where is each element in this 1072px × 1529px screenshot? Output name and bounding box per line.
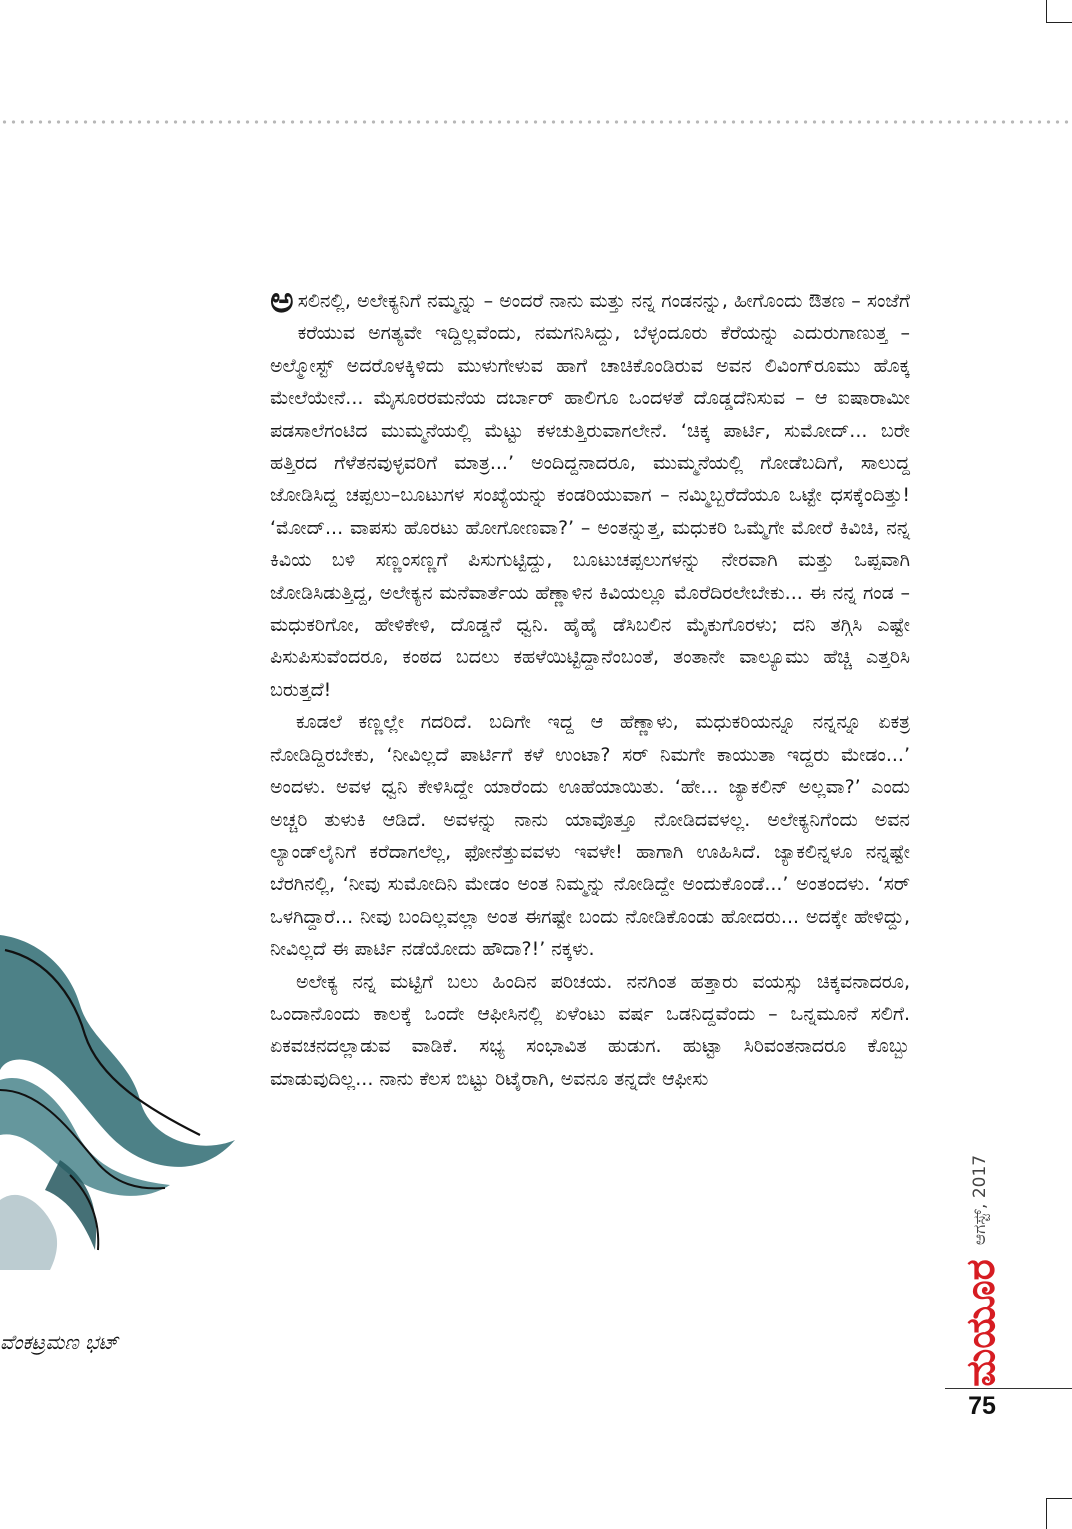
paragraph-2: ಕೂಡಲೆ ಕಣ್ಣಲ್ಲೇ ಗದರಿದೆ. ಬದಿಗೇ ಇದ್ದ ಆ ಹೆಣ್ಣಾಳು, ಮಧುಕರಿಯನ್ನೂ ನನ್ನನ್ನೂ ಏಕತ್ರ ನೋಡಿದ್ದಿರಬೇಕು, ‘ನೀವಿಲ್ಲದೆ ಪಾರ್ಟಿಗೆ ಕಳೆ ಉಂಟಾ? ಸರ್ ನಿಮಗೇ ಕಾಯುತಾ ಇದ್ದರು ಮೇಡಂ...’ ಅಂದಳು. ಅವಳ ಧ್ವನಿ ಕೇಳಿಸಿದ್ದೇ ಯಾರೆಂದು ಊಹೆಯಾಯಿತು. ‘ಹೇ... ಜ್ಯಾಕಲಿನ್ ಅಲ್ಲವಾ?’ ಎಂದು ಅಚ್ಚರಿ ತುಳುಕಿ ಆಡಿದೆ. ಅವಳನ್ನು ನಾನು ಯಾವೊತ್ತೂ ನೋಡಿದವಳಲ್ಲ. ಅಲೇಕ್ಯನಿಗೆಂದು ಅವನ ಲ್ಯಾಂಡ್‌ಲೈನಿಗೆ ಕರೆದಾಗಲೆಲ್ಲ, ಫೋನೆತ್ತುವವಳು ಇವಳೇ! ಹಾಗಾಗಿ ಊಹಿಸಿದೆ. ಜ್ಯಾಕಲಿನ್ನಳೂ ನನ್ನಷ್ಟೇ ಬೆರಗಿನಲ್ಲಿ, ‘ನೀವು ಸುಮೋದಿನಿ ಮೇಡಂ ಅಂತ ನಿಮ್ಮನ್ನು ನೋಡಿದ್ದೇ ಅಂದುಕೊಂಡೆ...’ ಅಂತಂದಳು. ‘ಸರ್ ಒಳಗಿದ್ದಾರೆ... ನೀವು ಬಂದಿಲ್ಲವಲ್ಲಾ ಅಂತ ಈಗಷ್ಟೇ ಬಂದು ನೋಡಿಕೊಂಡು ಹೋದರು... ಅದಕ್ಕೇ ಹೇಳಿದ್ದು, ನೀವಿಲ್ಲದೆ ಈ ಪಾರ್ಟಿ ನಡೆಯೋದು ಹೌದಾ?!’ ನಕ್ಕಳು.: [270, 711, 910, 961]
paragraph-1: [270, 280, 910, 706]
drop-cap: ಅ: [270, 280, 294, 321]
artist-credit: ವೆಂಕಟ್ರಮಣ ಭಟ್: [0, 1330, 119, 1354]
dotted-divider: [0, 120, 1072, 124]
magazine-logo: ಮಯೂರ: [958, 1259, 1004, 1387]
paragraph-3: ಅಲೇಕ್ಯ ನನ್ನ ಮಟ್ಟಿಗೆ ಬಲು ಹಿಂದಿನ ಪರಿಚಯ. ನನಗಿಂತ ಹತ್ತಾರು ವಯಸ್ಸು ಚಿಕ್ಕವನಾದರೂ, ಒಂದಾನೊಂದು ಕಾಲಕ್ಕೆ ಒಂದೇ ಆಫೀಸಿನಲ್ಲಿ ಏಳೆಂಟು ವರ್ಷ ಒಡನಿದ್ದವೆಂದು – ಒನ್ನಮೂನೆ ಸಲಿಗೆ. ಏಕವಚನದಲ್ಲಾಡುವ ವಾಡಿಕೆ. ಸಭ್ಯ ಸಂಭಾವಿತ ಹುಡುಗ. ಹುಟ್ಟಾ ಸಿರಿವಂತನಾದರೂ ಕೊಬ್ಬು ಮಾಡುವುದಿಲ್ಲ... ನಾನು ಕೆಲಸ ಬಿಟ್ಟು ರಿಟೈರಾಗಿ, ಅವನೂ ತನ್ನದೇ ಆಫೀಸು: [270, 970, 910, 1090]
issue-date: ಆಗಸ್ಟ್, 2017: [970, 1154, 990, 1246]
page-number-rule: [945, 1388, 1072, 1389]
article-body: [270, 280, 910, 1095]
paragraph-1-text: ಸಲಿನಲ್ಲಿ, ಅಲೇಕ್ಯನಿಗೆ ನಮ್ಮನ್ನು – ಅಂದರೆ ನಾನು ಮತ್ತು ನನ್ನ ಗಂಡನನ್ನು, ಹೀಗೊಂದು ಔತಣ – ಸಂಜೆಗೆ ಕರೆಯುವ ಅಗತ್ಯವೇ ಇದ್ದಿಲ್ಲವೆಂದು, ನಮಗನಿಸಿದ್ದು, ಬೆಳ್ಳಂದೂರು ಕೆರೆಯನ್ನು ಎದುರುಗಾಣುತ್ತ – ಅಲ್ಮೋಸ್ಟ್ ಅದರೊಳಕ್ಕಿಳಿದು ಮುಳುಗೇಳುವ ಹಾಗೆ ಚಾಚಿಕೊಂಡಿರುವ ಅವನ ಲಿವಿಂಗ್‌ರೂಮು ಹೊಕ್ಕ ಮೇಲೆಯೇನೆ... ಮೈಸೂರರಮನೆಯ ದರ್ಬಾರ್ ಹಾಲಿಗೂ ಒಂದಳತೆ ದೊಡ್ಡದೆನಿಸುವ – ಆ ಐಷಾರಾಮೀ ಪಡಸಾಲೆಗಂಟಿದ ಮುಮ್ಮನೆಯಲ್ಲಿ ಮೆಟ್ಟು ಕಳಚುತ್ತಿರುವಾಗಲೇನೆ. ‘ಚಿಕ್ಕ ಪಾರ್ಟಿ, ಸುಮೋದ್... ಬರೇ ಹತ್ತಿರದ ಗೆಳೆತನವುಳ್ಳವರಿಗೆ ಮಾತ್ರ...’ ಅಂದಿದ್ದನಾದರೂ, ಮುಮ್ಮನೆಯಲ್ಲಿ ಗೋಡೆಬದಿಗೆ, ಸಾಲುದ್ದ ಜೋಡಿಸಿದ್ದ ಚಪ್ಪಲು–ಬೂಟುಗಳ ಸಂಖ್ಯೆಯನ್ನು ಕಂಡರಿಯುವಾಗ – ನಮ್ಮಿಬ್ಬರೆದೆಯೂ ಒಟ್ಟೇ ಧಸಕ್ಕೆಂದಿತ್ತು! ‘ಮೋದ್... ವಾಪಸು ಹೊರಟು ಹೋಗೋಣವಾ?’ – ಅಂತನ್ನುತ್ತ, ಮಧುಕರಿ ಒಮ್ಮೆಗೇ ಮೋರೆ ಕಿವಿಚಿ, ನನ್ನ ಕಿವಿಯ ಬಳಿ ಸಣ್ಣಂಸಣ್ಣಗೆ ಪಿಸುಗುಟ್ಟಿದ್ದು, ಬೂಟುಚಪ್ಪಲುಗಳನ್ನು ನೇರವಾಗಿ ಮತ್ತು ಒಪ್ಪವಾಗಿ ಜೋಡಿಸಿಡುತ್ತಿದ್ದ, ಅಲೇಕ್ಯನ ಮನೆವಾರ್ತೆಯ ಹೆಣ್ಣಾಳಿನ ಕಿವಿಯಲ್ಲೂ ಮೊರೆದಿರಲೇಬೇಕು... ಈ ನನ್ನ ಗಂಡ – ಮಧುಕರಿಗೋ, ಹೇಳಿಕೇಳಿ, ದೊಡ್ಡನೆ ಧ್ವನಿ. ಹೈಹೈ ಡೆಸಿಬಲಿನ ಮೈಕುಗೊರಳು; ದನಿ ತಗ್ಗಿಸಿ ಎಷ್ಟೇ ಪಿಸುಪಿಸುವೆಂದರೂ, ಕಂಠದ ಬದಲು ಕಹಳೆಯಿಟ್ಟಿದ್ದಾನೆಂಬಂತೆ, ತಂತಾನೇ ವಾಲ್ಯೂಮು ಹೆಚ್ಚಿ ಎತ್ತರಿಸಿ ಬರುತ್ತದೆ!: [270, 290, 910, 701]
brush-illustration: [0, 930, 240, 1270]
page-number: 75: [968, 1392, 996, 1420]
crop-mark-bottom: [1046, 1498, 1072, 1529]
crop-mark-top: [1046, 0, 1072, 23]
